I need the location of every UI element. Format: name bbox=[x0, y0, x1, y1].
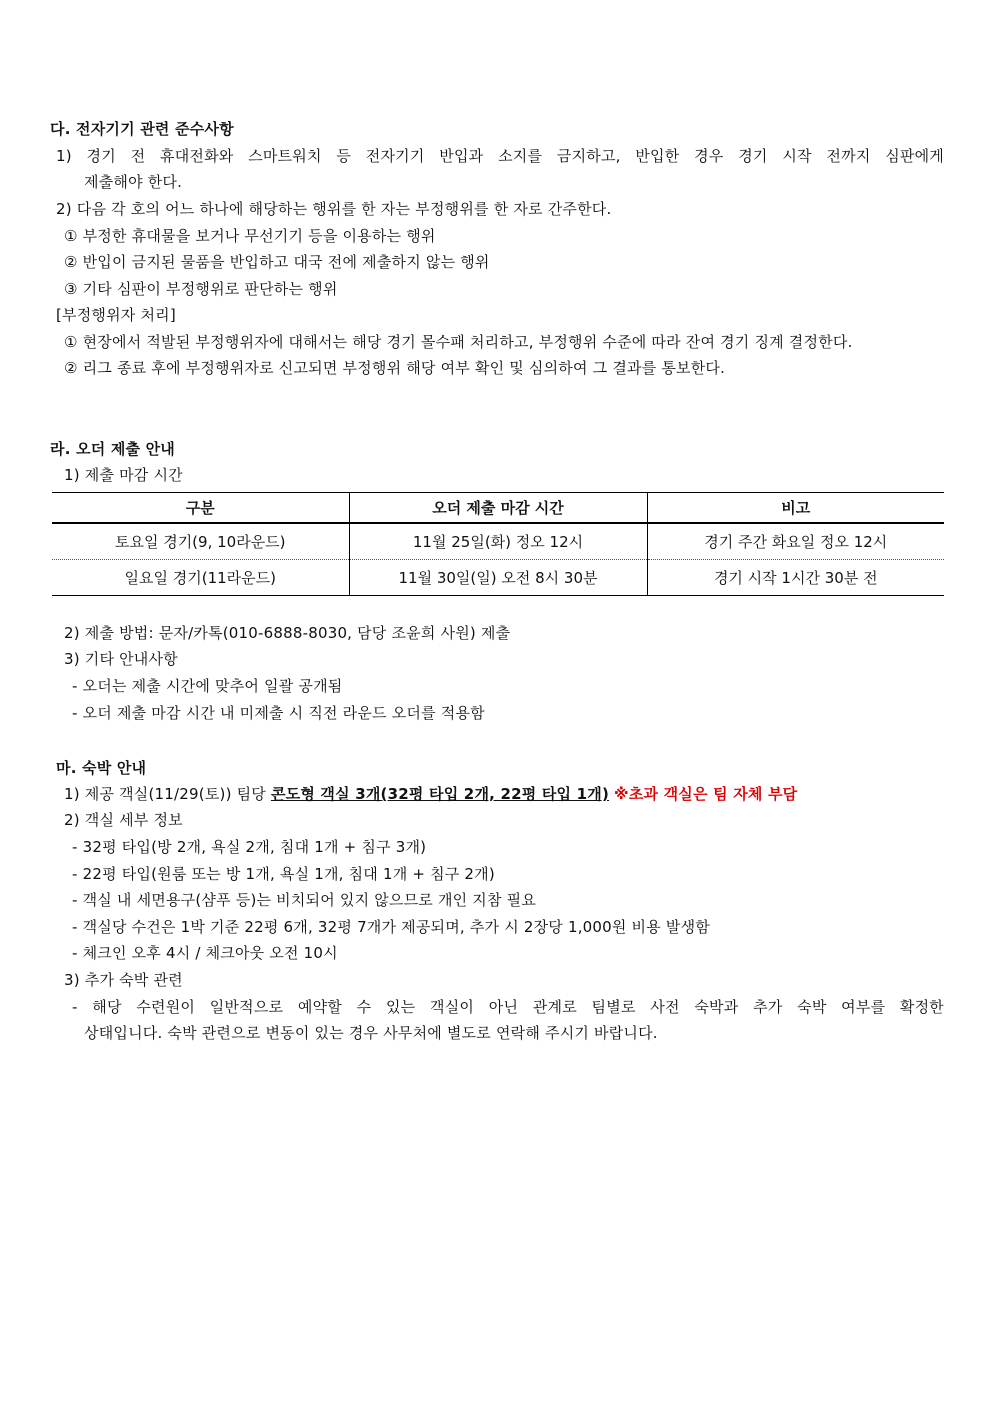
ma-extra-line1: - 해당 수련원이 일반적으로 예약할 수 있는 객실이 아닌 관계로 팀별로 사전 숙박과 추가 숙박 여부를 확정한 bbox=[72, 998, 944, 1016]
ra-note1: - 오더는 제출 시간에 맞추어 일괄 공개됨 bbox=[72, 677, 343, 695]
da-penalty2: ② 리그 종료 후에 부정행위자로 신고되면 부정행위 해당 여부 확인 및 심의하여 그 결과를 통보한다. bbox=[64, 359, 726, 377]
order-deadline-table bbox=[52, 492, 944, 596]
ma-item1 bbox=[64, 783, 797, 805]
table-cell: 토요일 경기(9, 10라운드) bbox=[52, 523, 349, 560]
ra-item2: 2) 제출 방법: 문자/카톡(010-6888-8030, 담당 조윤희 사원) 제출 bbox=[64, 624, 511, 642]
da-penalty-label: [부정행위자 처리] bbox=[56, 306, 176, 324]
section-ra-title: 라. 오더 제출 안내 bbox=[50, 440, 175, 458]
table-header-cell: 비고 bbox=[647, 493, 944, 524]
ma-detail1: - 32평 타입(방 2개, 욕실 2개, 침대 1개 + 침구 3개) bbox=[72, 838, 427, 856]
table-cell: 11월 30일(일) 오전 8시 30분 bbox=[349, 560, 647, 596]
section-da-title: 다. 전자기기 관련 준수사항 bbox=[50, 120, 234, 138]
ma-detail2: - 22평 타입(원룸 또는 방 1개, 욕실 1개, 침대 1개 + 침구 2개) bbox=[72, 865, 495, 883]
ma-detail3: - 객실 내 세면용구(샴푸 등)는 비치되어 있지 않으므로 개인 지참 필요 bbox=[72, 891, 537, 909]
table-cell: 경기 주간 화요일 정오 12시 bbox=[647, 523, 944, 560]
da-item2: 2) 다음 각 호의 어느 하나에 해당하는 행위를 한 자는 부정행위를 한 자로 간주한다. bbox=[56, 200, 612, 218]
da-sub3: ③ 기타 심판이 부정행위로 판단하는 행위 bbox=[64, 280, 338, 298]
ra-item3: 3) 기타 안내사항 bbox=[64, 650, 178, 668]
da-item1-line2: 제출해야 한다. bbox=[84, 173, 183, 191]
da-sub2: ② 반입이 금지된 물품을 반입하고 대국 전에 제출하지 않는 행위 bbox=[64, 253, 490, 271]
ma-detail4: - 객실당 수건은 1박 기준 22평 6개, 32평 7개가 제공되며, 추가 시 2장당 1,000원 비용 발생함 bbox=[72, 918, 710, 936]
table-row bbox=[52, 523, 944, 560]
table-header-cell: 오더 제출 마감 시간 bbox=[349, 493, 647, 524]
table-row bbox=[52, 560, 944, 596]
ma-room-offer: 콘도형 객실 3개(32평 타입 2개, 22평 타입 1개) bbox=[270, 785, 610, 803]
table-cell: 경기 시작 1시간 30분 전 bbox=[647, 560, 944, 596]
ma-extra-room-notice: ※초과 객실은 팀 자체 부담 bbox=[614, 785, 798, 803]
ma-detail5: - 체크인 오후 4시 / 체크아웃 오전 10시 bbox=[72, 944, 338, 962]
da-penalty1: ① 현장에서 적발된 부정행위자에 대해서는 해당 경기 몰수패 처리하고, 부정행위 수준에 따라 잔여 경기 징계 결정한다. bbox=[64, 333, 853, 351]
table-header-row bbox=[52, 493, 944, 524]
da-item1-line1: 1) 경기 전 휴대전화와 스마트워치 등 전자기기 반입과 소지를 금지하고, 반입한 경우 경기 시작 전까지 심판에게 bbox=[56, 147, 944, 165]
ra-item1: 1) 제출 마감 시간 bbox=[64, 466, 183, 484]
ma-item2: 2) 객실 세부 정보 bbox=[64, 811, 183, 829]
ma-item1-prefix: 1) 제공 객실(11/29(토)) 팀당 bbox=[64, 785, 271, 803]
ma-item3: 3) 추가 숙박 관련 bbox=[64, 971, 183, 989]
section-ma-title: 마. 숙박 안내 bbox=[56, 759, 147, 777]
ma-extra-line2: 상태입니다. 숙박 관련으로 변동이 있는 경우 사무처에 별도로 연락해 주시기 바랍니다. bbox=[84, 1024, 658, 1042]
ra-note2: - 오더 제출 마감 시간 내 미제출 시 직전 라운드 오더를 적용함 bbox=[72, 704, 485, 722]
table-header-cell: 구분 bbox=[52, 493, 349, 524]
table-cell: 일요일 경기(11라운드) bbox=[52, 560, 349, 596]
da-sub1: ① 부정한 휴대물을 보거나 무선기기 등을 이용하는 행위 bbox=[64, 227, 436, 245]
table-cell: 11월 25일(화) 정오 12시 bbox=[349, 523, 647, 560]
